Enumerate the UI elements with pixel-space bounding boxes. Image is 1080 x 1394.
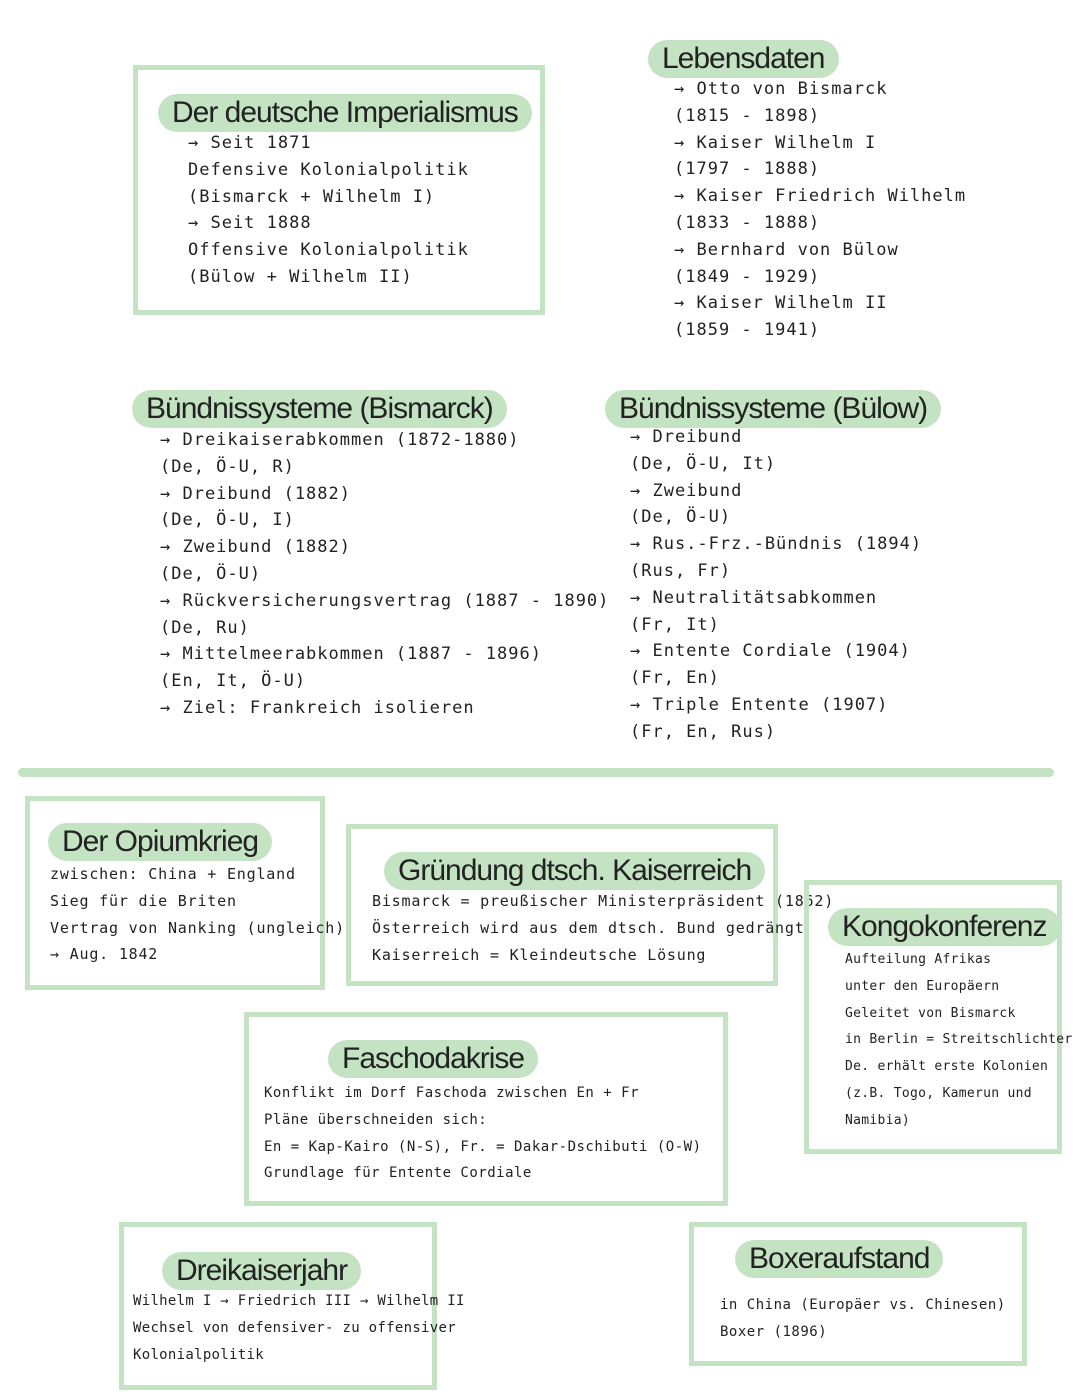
list-item: → Zweibund — [630, 480, 743, 501]
list-item: Österreich wird aus dem dtsch. Bund gedrängt — [372, 918, 805, 937]
list-item: (De, Ö-U) — [160, 563, 262, 584]
list-item: in China (Europäer vs. Chinesen) — [720, 1297, 1006, 1313]
list-item: (1849 - 1929) — [674, 266, 821, 287]
dreikaiserjahr-lines — [133, 1288, 465, 1368]
list-item: → Aug. 1842 — [50, 945, 159, 964]
kaiserreich-lines — [372, 888, 834, 968]
list-item: → Dreibund — [630, 427, 743, 447]
dreikaiserjahr-title: Dreikaiserjahr — [162, 1252, 361, 1290]
list-item: (De, Ö-U) — [630, 507, 732, 528]
list-item: → Seit 1888 — [188, 213, 312, 234]
list-item: Kaiserreich = Kleindeutsche Lösung — [372, 945, 707, 964]
list-item: → Dreibund (1882) — [160, 483, 351, 504]
imperialismus-title: Der deutsche Imperialismus — [158, 94, 532, 132]
list-item: → Rus.-Frz.-Bündnis (1894) — [630, 534, 923, 555]
boxer-title: Boxeraufstand — [735, 1240, 943, 1278]
list-item: Geleitet von Bismarck — [845, 1005, 1016, 1021]
list-item: Namibia) — [845, 1112, 911, 1128]
list-item: En = Kap-Kairo (N-S), Fr. = Dakar-Dschibuti (O-W) — [264, 1138, 702, 1155]
opiumkrieg-title: Der Opiumkrieg — [48, 823, 272, 861]
boxer-lines — [720, 1292, 1006, 1346]
list-item: zwischen: China + England — [50, 865, 296, 883]
list-item: → Dreikaiserabkommen (1872-1880) — [160, 430, 520, 450]
opiumkrieg-lines — [50, 861, 345, 968]
list-item: in Berlin = Streitschlichter — [845, 1032, 1073, 1048]
list-item: (De, Ö-U, I) — [160, 510, 295, 531]
list-item: Bismarck = preußischer Ministerpräsident (1862) — [372, 892, 835, 910]
list-item: (De, Ru) — [160, 617, 250, 638]
lebensdaten-lines — [674, 76, 966, 344]
list-item: → Seit 1871 — [188, 133, 312, 153]
imperialismus-lines — [188, 130, 469, 291]
list-item: (Rus, Fr) — [630, 560, 732, 581]
list-item: Vertrag von Nanking (ungleich) — [50, 918, 345, 937]
list-item: (Fr, It) — [630, 614, 720, 635]
list-item: (Bismarck + Wilhelm I) — [188, 186, 436, 207]
faschoda-title: Faschodakrise — [328, 1040, 538, 1078]
list-item: Pläne überschneiden sich: — [264, 1111, 488, 1128]
list-item: (De, Ö-U, It) — [630, 453, 777, 474]
list-item: Wechsel von defensiver- zu offensiver — [133, 1319, 456, 1336]
list-item: → Kaiser Wilhelm II — [674, 293, 888, 314]
list-item: (1797 - 1888) — [674, 159, 821, 180]
list-item: (Fr, En, Rus) — [630, 721, 777, 742]
list-item: (En, It, Ö-U) — [160, 671, 307, 692]
kaiserreich-title: Gründung dtsch. Kaiserreich — [384, 852, 765, 890]
list-item: Grundlage für Entente Cordiale — [264, 1165, 532, 1182]
list-item: → Kaiser Friedrich Wilhelm — [674, 186, 967, 207]
list-item: → Triple Entente (1907) — [630, 694, 889, 715]
list-item: Defensive Kolonialpolitik — [188, 159, 469, 180]
section-divider — [18, 768, 1054, 777]
list-item: Kolonialpolitik — [133, 1346, 264, 1363]
list-item: Wilhelm I → Friedrich III → Wilhelm II — [133, 1293, 465, 1309]
list-item: → Kaiser Wilhelm I — [674, 132, 877, 153]
list-item: (Fr, En) — [630, 668, 720, 689]
list-item: Sieg für die Briten — [50, 891, 237, 910]
list-item: De. erhält erste Kolonien — [845, 1059, 1049, 1075]
list-item: (1859 - 1941) — [674, 320, 821, 341]
list-item: (De, Ö-U, R) — [160, 456, 295, 477]
buendnis-bismarck-title: Bündnissysteme (Bismarck) — [132, 390, 507, 428]
list-item: (z.B. Togo, Kamerun und — [845, 1085, 1032, 1101]
kongo-lines — [845, 947, 1073, 1135]
list-item: → Zweibund (1882) — [160, 537, 351, 558]
list-item: → Mittelmeerabkommen (1887 - 1896) — [160, 644, 542, 665]
list-item: Aufteilung Afrikas — [845, 952, 992, 967]
list-item: unter den Europäern — [845, 978, 1000, 994]
list-item: (Bülow + Wilhelm II) — [188, 266, 413, 287]
list-item: → Otto von Bismarck — [674, 79, 888, 99]
list-item: Konflikt im Dorf Faschoda zwischen En + Fr — [264, 1085, 640, 1101]
buendnis-bismarck-lines — [160, 427, 609, 722]
list-item: → Bernhard von Bülow — [674, 239, 899, 260]
list-item: → Neutralitätsabkommen — [630, 587, 878, 608]
buendnis-buelow-title: Bündnissysteme (Bülow) — [605, 390, 941, 428]
list-item: (1815 - 1898) — [674, 105, 821, 126]
buendnis-buelow-lines — [630, 424, 922, 746]
list-item: Boxer (1896) — [720, 1323, 828, 1340]
kongo-title: Kongokonferenz — [828, 908, 1061, 946]
list-item: → Rückversicherungsvertrag (1887 - 1890) — [160, 590, 610, 611]
list-item: Offensive Kolonialpolitik — [188, 240, 469, 261]
lebensdaten-title: Lebensdaten — [648, 40, 839, 78]
faschoda-lines — [264, 1080, 702, 1187]
list-item: (1833 - 1888) — [674, 212, 821, 233]
list-item: → Ziel: Frankreich isolieren — [160, 697, 475, 718]
list-item: → Entente Cordiale (1904) — [630, 641, 911, 662]
